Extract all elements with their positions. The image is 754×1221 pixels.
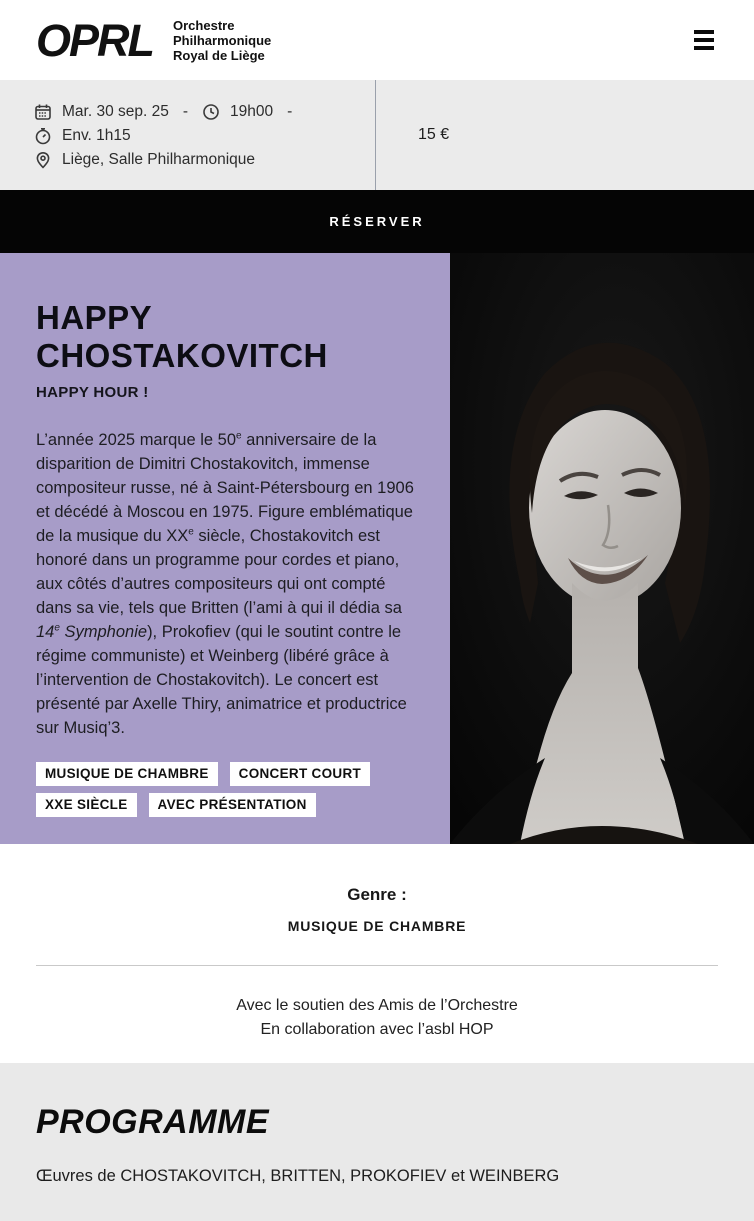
oprl-logo[interactable] [36,14,272,66]
event-duration-row [34,124,375,148]
support-line-amis: Avec le soutien des Amis de l’Orchestre [236,997,518,1014]
event-time: 19h00 [230,103,274,120]
oprl-logo-wordmark: OPRL [36,14,154,66]
event-location-row [34,148,375,172]
event-description: L’année 2025 marque le 50e anniversaire de la disparition de Dimitri Chostakovitch, immense compositeur russe, né à Saint-Pétersbourg en 1906 et décédé à Moscou en 1975. Figure emblématique de la musique du XXe siècle, Chostakovitch est honoré dans un programme pour cordes et piano, aux côtés d’autres compositeurs qui ont compté dans sa vie, tels que Britten (l’ami à qui il dédia sa 14e Symphonie), Prokofiev (qui le soutint contre le régime communiste) et Weinberg (libéré grâce à l’intervention de Chostakovitch). Le concert est présenté par Axelle Thiry, animatrice et productrice sur Musiq’3. [36,430,414,737]
event-price-panel [376,80,754,190]
event-photo [450,253,754,844]
stopwatch-icon [34,127,52,145]
logo-subtext-line: Orchestre [173,17,235,33]
event-location: Liège, Salle Philharmonique [62,151,256,168]
oprl-logo-subtext [173,18,271,63]
support-line-hop: En collaboration avec l’asbl HOP [260,1021,494,1038]
event-price: 15 € [418,126,450,143]
event-date: Mar. 30 sep. 25 [62,103,169,120]
tag-xxe-siecle[interactable]: XXE SIÈCLE [36,793,137,817]
calendar-icon [34,103,52,121]
date-time-separator: - [182,103,189,120]
event-hero [0,253,754,844]
genre-section [0,844,754,1063]
logo-subtext-line: Royal de Liège [173,47,265,63]
menu-hamburger-icon[interactable] [694,30,714,50]
event-info-details [0,80,376,190]
location-pin-icon [34,151,52,169]
reserve-button[interactable]: RÉSERVER [329,214,425,229]
tag-musique-de-chambre[interactable]: MUSIQUE DE CHAMBRE [36,762,218,786]
programme-section [0,1063,754,1221]
event-subtitle: HAPPY HOUR ! [36,384,149,401]
logo-subtext-line: Philharmonique [173,32,272,48]
clock-icon [202,103,220,121]
site-header [0,0,754,80]
genre-label: Genre : [347,885,407,904]
programme-works: Œuvres de CHOSTAKOVITCH, BRITTEN, PROKOFIEV et WEINBERG [36,1167,560,1185]
time-trailing-separator: - [287,103,293,120]
section-divider [36,965,718,966]
programme-title: PROGRAMME [36,1103,270,1141]
genre-value: MUSIQUE DE CHAMBRE [287,918,467,934]
event-date-time-row [34,100,375,124]
event-duration: Env. 1h15 [62,127,131,144]
event-tags [36,762,396,817]
reserve-bar[interactable] [0,190,754,253]
tag-avec-presentation[interactable]: AVEC PRÉSENTATION [149,793,316,817]
portrait-illustration [450,253,754,844]
event-info-bar [0,80,754,190]
hero-panel [0,253,450,844]
event-title: HAPPY CHOSTAKOVITCH [36,299,328,374]
support-lines [0,994,754,1042]
tag-concert-court[interactable]: CONCERT COURT [230,762,370,786]
